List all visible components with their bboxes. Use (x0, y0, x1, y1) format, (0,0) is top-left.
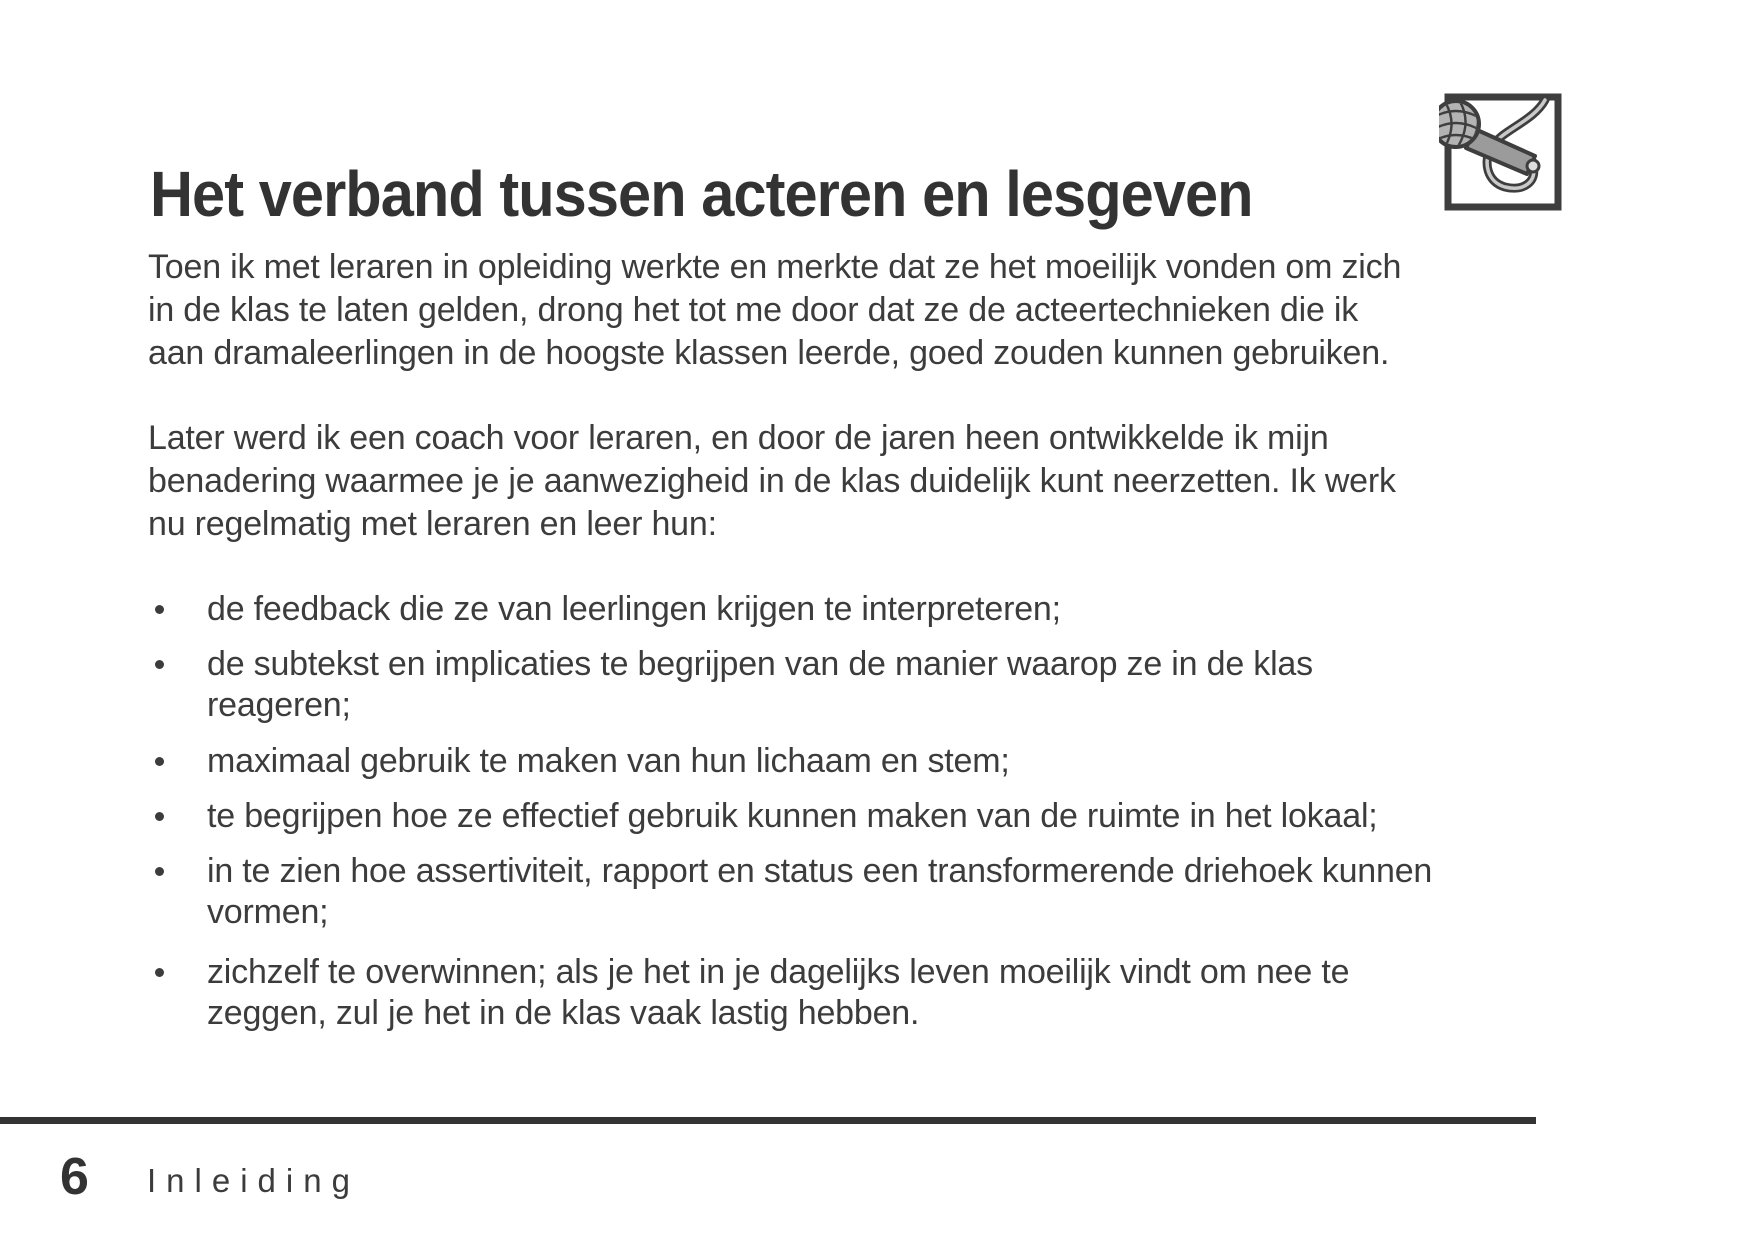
list-item-line: reageren; (207, 686, 351, 724)
paragraph-line: Later werd ik een coach voor leraren, en door de jaren heen ontwikkelde ik mijn (148, 419, 1329, 457)
bullet-icon (155, 605, 164, 614)
list-item (207, 589, 1061, 630)
list-item-line: zichzelf te overwinnen; als je het in je dagelijks leven moeilijk vindt om nee te (207, 953, 1350, 991)
list-item-line: maximaal gebruik te maken van hun lichaam en stem; (207, 742, 1010, 780)
bullet-icon (155, 968, 164, 977)
paragraph-line: nu regelmatig met leraren en leer hun: (148, 505, 717, 543)
list-item (207, 851, 1432, 933)
paragraph-line: benadering waarmee je je aanwezigheid in de klas duidelijk kunt neerzetten. Ik werk (148, 462, 1396, 500)
list-item-line: vormen; (207, 893, 329, 931)
paragraph-1 (148, 246, 1401, 375)
paragraph-line: aan dramaleerlingen in de hoogste klassen leerde, goed zouden kunnen gebruiken. (148, 334, 1390, 372)
list-item (207, 644, 1313, 726)
paragraph-line: in de klas te laten gelden, drong het tot me door dat ze de acteertechnieken die ik (148, 291, 1359, 329)
page-title: Het verband tussen acteren en lesgeven (150, 157, 1253, 230)
bullet-icon (155, 867, 164, 876)
list-item-line: zeggen, zul je het in de klas vaak lastig hebben. (207, 994, 920, 1032)
list-item-line: in te zien hoe assertiviteit, rapport en status een transformerende driehoek kunnen (207, 852, 1433, 890)
list-item-line: de subtekst en implicaties te begrijpen van de manier waarop ze in de klas (207, 645, 1313, 683)
microphone-icon (1439, 90, 1565, 214)
paragraph-line: Toen ik met leraren in opleiding werkte en merkte dat ze het moeilijk vonden om zich (148, 248, 1402, 286)
list-item-line: te begrijpen hoe ze effectief gebruik kunnen maken van de ruimte in het lokaal; (207, 797, 1378, 835)
footer-divider (0, 1117, 1536, 1124)
bullet-icon (155, 757, 164, 766)
page-number: 6 (60, 1148, 89, 1206)
paragraph-2 (148, 417, 1396, 546)
list-item (207, 952, 1349, 1034)
bullet-icon (155, 660, 164, 669)
list-item-line: de feedback die ze van leerlingen krijgen te interpreteren; (207, 590, 1061, 628)
list-item (207, 741, 1010, 782)
list-item (207, 796, 1378, 837)
bullet-icon (155, 812, 164, 821)
footer-section-label: Inleiding (147, 1162, 360, 1199)
